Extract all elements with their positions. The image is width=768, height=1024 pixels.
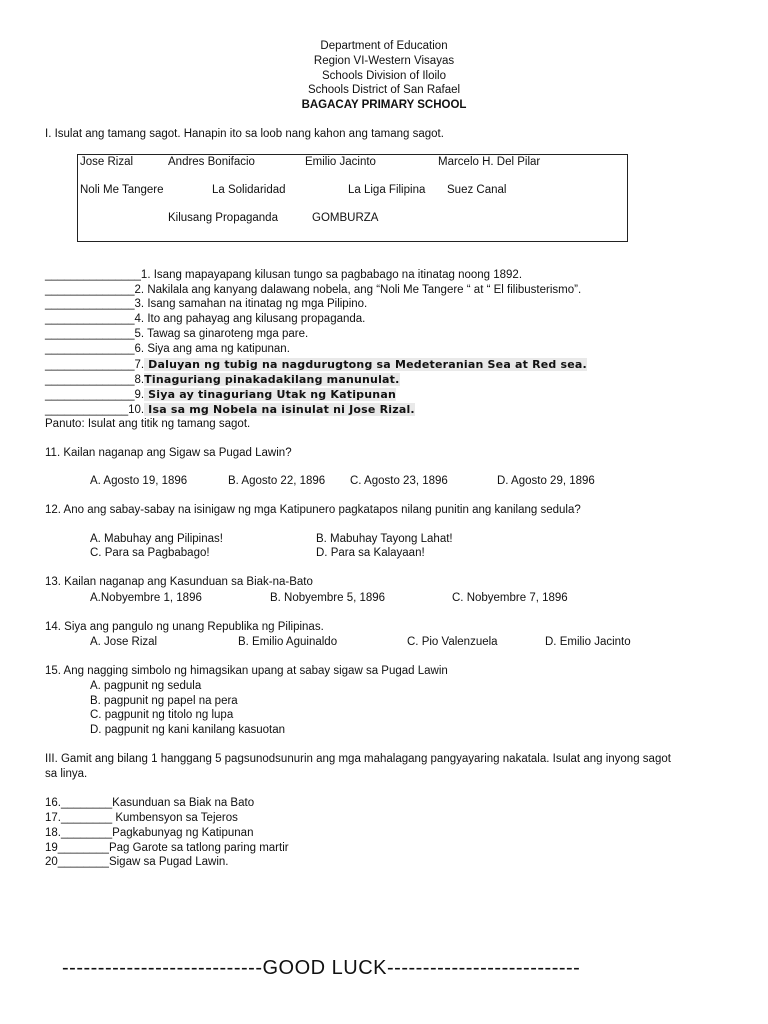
q12-option-c: C. Para sa Pagbabago! [90,547,210,559]
q12-option-b: B. Mabuhay Tayong Lahat! [316,533,453,545]
header-line-4: Schools District of San Rafael [307,84,461,96]
header-line-1: Department of Education [320,40,448,52]
item-2: ______________2. Nakilala ang kanyang dalawang nobela, ang “Noli Me Tangere “ at “ El filibusterismo”. [45,284,582,296]
item-8-text: Tinaguriang pinakadakilang manunulat. [144,373,400,386]
item-17: 17.________ Kumbensyon sa Tejeros [45,812,238,824]
q15-question: 15. Ang nagging simbolo ng himagsikan upang at sabay sigaw sa Pugad Lawin [45,665,448,677]
choice-emilio-jacinto: Emilio Jacinto [305,156,376,168]
q11-option-b: B. Agosto 22, 1896 [228,475,326,487]
part2-instruction: Panuto: Isulat ang titik ng tamang sagot. [45,418,251,430]
q15-option-c: C. pagpunit ng titolo ng lupa [90,709,234,721]
item-19: 19________Pag Garote sa tatlong paring martir [45,842,289,854]
school-name: BAGACAY PRIMARY SCHOOL [301,99,467,111]
choice-la-solidaridad: La Solidaridad [212,184,286,196]
item-4: ______________4. Ito ang pahayag ang kilusang propaganda. [45,313,366,325]
choice-noli-me-tangere: Noli Me Tangere [80,184,164,196]
part1-instruction: I. Isulat ang tamang sagot. Hanapin ito sa loob nang kahon ang tamang sagot. [45,128,444,140]
q15-option-d: D. pagpunit ng kani kanilang kasuotan [90,724,286,736]
item-8-blank: ______________8. [45,374,145,386]
q14-option-b: B. Emilio Aguinaldo [238,636,338,648]
item-9-text: Siya ay tinaguriang Utak ng Katipunan [144,388,396,401]
item-7 [45,358,587,371]
item-20: 20________Sigaw sa Pugad Lawin. [45,856,229,868]
q13-option-b: B. Nobyembre 5, 1896 [270,592,386,604]
item-3: ______________3. Isang samahan na itinatag ng mga Pilipino. [45,298,368,310]
header-line-2: Region VI-Western Visayas [313,55,455,67]
q13-option-c: C. Nobyembre 7, 1896 [452,592,568,604]
item-5: ______________5. Tawag sa ginaroteng mga pare. [45,328,309,340]
item-10 [45,403,415,416]
item-8 [45,373,400,386]
q11-option-c: C. Agosto 23, 1896 [350,475,448,487]
q12-option-d: D. Para sa Kalayaan! [316,547,425,559]
q12-option-a: A. Mabuhay ang Pilipinas! [90,533,223,545]
good-luck-footer: ----------------------------GOOD LUCK--------------------------- [62,957,581,979]
item-9 [45,388,396,401]
choice-suez-canal: Suez Canal [447,184,507,196]
item-7-blank: ______________7. [45,359,145,371]
choice-gomburza: GOMBURZA [312,212,379,224]
q14-option-a: A. Jose Rizal [90,636,158,648]
item-6: ______________6. Siya ang ama ng katipunan. [45,343,290,355]
q11-option-d: D. Agosto 29, 1896 [497,475,595,487]
item-7-text: Daluyan ng tubig na nagdurugtong sa Medeteranian Sea at Red sea. [144,358,587,371]
item-1: _______________1. Isang mapayapang kilusan tungo sa pagbabago na itinatag noong 1892. [45,269,523,281]
choice-andres-bonifacio: Andres Bonifacio [168,156,255,168]
item-9-blank: ______________9. [45,389,145,401]
q15-option-a: A. pagpunit ng sedula [90,680,202,692]
q12-question: 12. Ano ang sabay-sabay na isinigaw ng mga Katipunero pagkatapos nilang punitin ang kanilang sedula? [45,504,581,516]
item-16: 16.________Kasunduan sa Biak na Bato [45,797,255,809]
header-line-3: Schools Division of Iloilo [321,70,446,82]
q15-option-b: B. pagpunit ng papel na pera [90,695,238,707]
item-10-text: Isa sa mg Nobela na isinulat ni Jose Rizal. [144,403,415,416]
part3-instruction-line2: sa linya. [45,768,88,780]
q11-option-a: A. Agosto 19, 1896 [90,475,188,487]
q14-question: 14. Siya ang pangulo ng unang Republika ng Pilipinas. [45,621,324,633]
q14-option-c: C. Pio Valenzuela [407,636,498,648]
choice-kilusang-propaganda: Kilusang Propaganda [168,212,278,224]
choice-jose-rizal: Jose Rizal [80,156,134,168]
item-10-blank: _____________10. [45,404,145,416]
q14-option-d: D. Emilio Jacinto [545,636,631,648]
part3-instruction-line1: III. Gamit ang bilang 1 hanggang 5 pagsunodsunurin ang mga mahalagang pangyayaring nakatala. Isulat ang inyong sagot [45,753,671,765]
q13-option-a: A.Nobyembre 1, 1896 [90,592,202,604]
choice-marcelo-del-pilar: Marcelo H. Del Pilar [438,156,541,168]
q11-question: 11. Kailan naganap ang Sigaw sa Pugad Lawin? [45,447,292,459]
q13-question: 13. Kailan naganap ang Kasunduan sa Biak-na-Bato [45,576,313,588]
choice-la-liga-filipina: La Liga Filipina [348,184,426,196]
item-18: 18.________Pagkabunyag ng Katipunan [45,827,254,839]
